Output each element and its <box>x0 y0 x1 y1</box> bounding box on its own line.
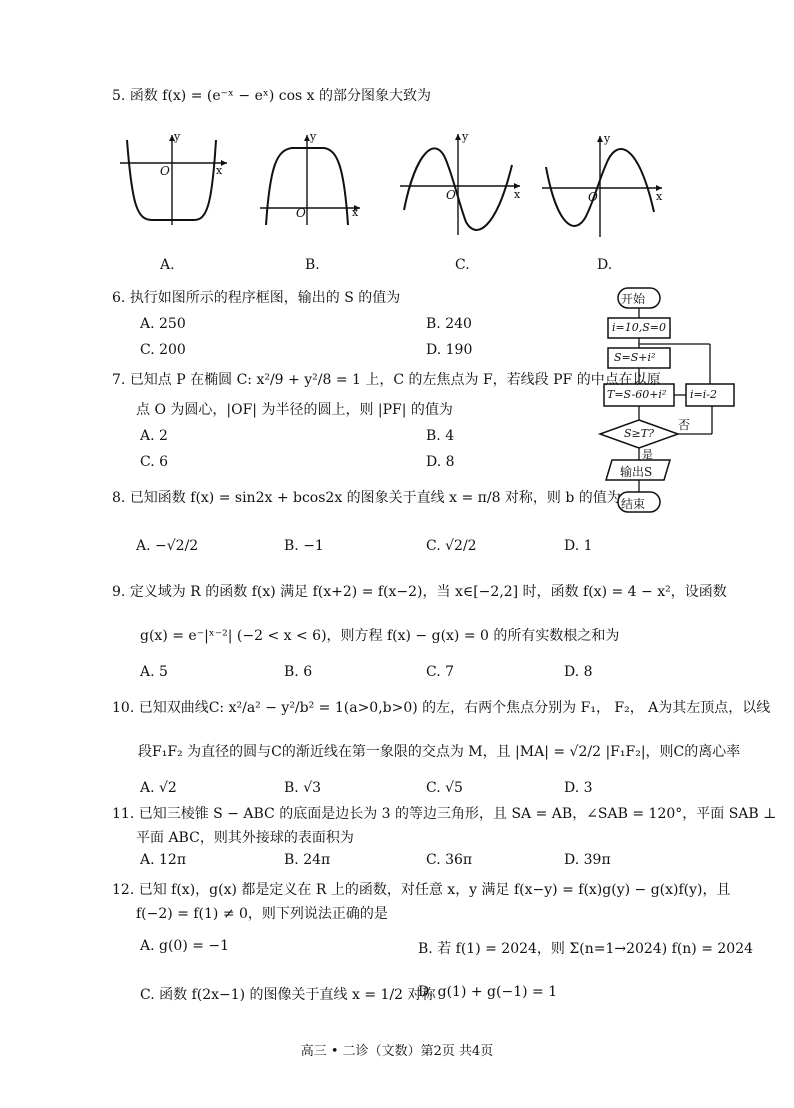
question-text: 执行如图所示的程序框图，输出的 S 的值为 <box>129 290 401 306</box>
flowchart-decision: S≥T? <box>624 427 654 440</box>
flowchart-init: i=10,S=0 <box>612 321 666 334</box>
question-11 <box>112 804 776 824</box>
y-axis-label: y <box>174 130 181 143</box>
origin-label: O <box>446 188 456 202</box>
graph-c <box>396 130 526 240</box>
question-number: 8. <box>112 490 126 506</box>
question-text-line1: 已知双曲线C: x²/a² − y²/b² = 1(a>0,b>0) 的左，右两个焦点分别为 F₁， F₂， A为其左顶点，以线 <box>138 700 771 716</box>
graph-d <box>538 132 668 242</box>
flowchart-step2: T=S-60+i² <box>607 388 667 401</box>
origin-label: O <box>296 206 306 220</box>
origin-label: O <box>160 164 170 178</box>
question-10-line2: 段F₁F₂ 为直径的圆与C的渐近线在第一象限的交点为 M，且 |MA| = √2/2 |F₁F₂|，则C的离心率 <box>138 744 741 760</box>
y-axis-label: y <box>310 130 317 143</box>
question-text-line1: 定义域为 R 的函数 f(x) 满足 f(x+2) = f(x−2)，当 x∈[−2,2] 时，函数 f(x) = 4 − x²，设函数 <box>129 584 727 600</box>
q7-option-a: A. 2 <box>140 428 168 444</box>
q9-option-c: C. 7 <box>426 664 455 680</box>
q10-option-a: A. √2 <box>140 780 177 796</box>
question-10 <box>112 698 770 718</box>
flowchart-step1: S=S+i² <box>614 351 656 364</box>
question-number: 12. <box>112 882 135 898</box>
graph-label-c: C. <box>455 257 470 273</box>
question-6 <box>112 288 400 308</box>
q6-option-a: A. 250 <box>140 316 186 332</box>
flowchart-start: 开始 <box>621 292 646 306</box>
flowchart-no: 否 <box>678 418 691 432</box>
q12-option-b: B. 若 f(1) = 2024，则 Σ(n=1→2024) f(n) = 2024 <box>418 941 754 957</box>
y-axis-label: y <box>604 132 611 145</box>
q10-option-c: C. √5 <box>426 780 463 796</box>
q11-option-c: C. 36π <box>426 852 473 868</box>
question-7 <box>112 370 661 390</box>
q9-option-d: D. 8 <box>564 664 593 680</box>
question-number: 9. <box>112 584 126 600</box>
q12-option-d: D. g(1) + g(−1) = 1 <box>418 984 558 1000</box>
question-number: 6. <box>112 290 126 306</box>
q12-option-c: C. 函数 f(2x−1) 的图像关于直线 x = 1/2 对称 <box>140 987 436 1003</box>
page-footer: 高三 • 二诊（文数）第2页 共4页 <box>300 1044 494 1059</box>
q8-option-d: D. 1 <box>564 538 593 554</box>
q8-option-b: B. −1 <box>284 538 324 554</box>
question-text: 已知函数 f(x) = sin2x + bcos2x 的图象关于直线 x = π/8 对称，则 b 的值为 <box>129 490 621 506</box>
x-axis-label: x <box>514 188 521 201</box>
q6-option-b: B. 240 <box>426 316 472 332</box>
question-12-line2: f(−2) = f(1) ≠ 0，则下列说法正确的是 <box>136 906 388 922</box>
x-axis-label: x <box>352 206 359 219</box>
q7-option-c: C. 6 <box>140 454 169 470</box>
q8-option-c: C. √2/2 <box>426 538 477 554</box>
q6-option-c: C. 200 <box>140 342 186 358</box>
question-9 <box>112 582 727 602</box>
graph-b <box>252 130 372 230</box>
q9-option-b: B. 6 <box>284 664 313 680</box>
q11-option-b: B. 24π <box>284 852 331 868</box>
question-text-line1: 已知点 P 在椭圆 C: x²/9 + y²/8 = 1 上，C 的左焦点为 F，若线段 PF 的中点在以原 <box>129 372 661 388</box>
question-11-line2: 平面 ABC，则其外接球的表面积为 <box>136 830 354 846</box>
q8-option-a: A. −√2/2 <box>136 538 199 554</box>
q9-option-a: A. 5 <box>140 664 168 680</box>
x-axis-label: x <box>216 164 223 177</box>
question-number: 5. <box>112 88 126 104</box>
question-8 <box>112 488 621 508</box>
graph-label-a: A. <box>160 257 175 273</box>
origin-label: O <box>588 190 598 204</box>
question-9-line2: g(x) = e⁻|ˣ⁻²| (−2 < x < 6)，则方程 f(x) − g(x) = 0 的所有实数根之和为 <box>140 628 620 644</box>
q12-option-a: A. g(0) = −1 <box>140 938 230 954</box>
q7-option-b: B. 4 <box>426 428 455 444</box>
q10-option-b: B. √3 <box>284 780 322 796</box>
q7-option-d: D. 8 <box>426 454 455 470</box>
q11-option-a: A. 12π <box>140 852 187 868</box>
graph-label-b: B. <box>305 257 320 273</box>
question-12 <box>112 880 731 900</box>
question-number: 7. <box>112 372 126 388</box>
flowchart-update: i=i-2 <box>690 388 717 401</box>
q10-option-d: D. 3 <box>564 780 593 796</box>
x-axis-label: x <box>656 190 663 203</box>
graph-label-d: D. <box>597 257 613 273</box>
flowchart-output: 输出S <box>620 465 653 479</box>
graph-a <box>112 130 232 230</box>
q11-option-d: D. 39π <box>564 852 611 868</box>
question-text-line1: 已知 f(x)，g(x) 都是定义在 R 上的函数，对任意 x，y 满足 f(x−y) = f(x)g(y) − g(x)f(y)，且 <box>138 882 731 898</box>
q6-option-d: D. 190 <box>426 342 473 358</box>
question-text: 函数 f(x) = (e⁻ˣ − eˣ) cos x 的部分图象大致为 <box>129 88 431 104</box>
question-text-line1: 已知三棱锥 S − ABC 的底面是边长为 3 的等边三角形，且 SA = AB，∠SAB = 120°，平面 SAB ⊥ <box>138 806 777 822</box>
question-number: 10. <box>112 700 135 716</box>
question-number: 11. <box>112 806 135 822</box>
y-axis-label: y <box>462 130 469 143</box>
question-5 <box>112 86 431 106</box>
flowchart-yes: 是 <box>642 448 653 461</box>
flowchart-end: 结束 <box>621 497 646 511</box>
question-7-line2: 点 O 为圆心，|OF| 为半径的圆上，则 |PF| 的值为 <box>136 402 453 418</box>
